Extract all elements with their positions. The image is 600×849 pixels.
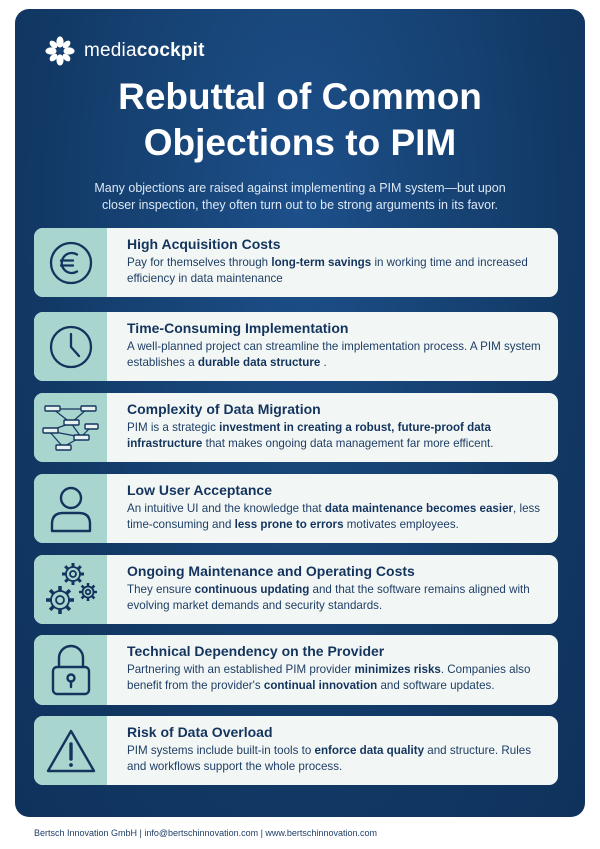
body-text: An intuitive UI and the knowledge that — [127, 502, 325, 515]
card-body — [127, 582, 544, 613]
euro-icon — [47, 239, 95, 287]
emphasis-text: durable data structure — [197, 355, 321, 369]
body-text: PIM is a strategic — [127, 421, 220, 434]
emphasis-text: enforce data quality — [314, 744, 425, 757]
body-text: that makes ongoing data management far more efficent. — [202, 436, 494, 450]
card-heading: Low User Acceptance — [127, 482, 272, 498]
card-heading: High Acquisition Costs — [127, 236, 281, 252]
padlock-icon — [49, 643, 93, 697]
title-line-1: Rebuttal of Common — [118, 76, 482, 117]
data-network-icon — [41, 401, 101, 455]
page-title — [0, 74, 600, 166]
objection-card-acquisition-costs — [34, 228, 558, 297]
body-text: Partnering with an established PIM provider — [127, 663, 355, 676]
brand — [44, 35, 205, 67]
body-text: . Companies also benefit from the provider's — [127, 663, 531, 692]
body-text: PIM systems include built-in tools to — [127, 744, 315, 757]
card-body — [127, 339, 544, 370]
intro-text: Many objections are raised against implementing a PIM system—but upon closer inspection, they often turn out to be strong arguments in its favor. — [94, 181, 506, 212]
card-heading: Time-Consuming Implementation — [127, 320, 349, 336]
emphasis-text: less prone to errors — [234, 517, 344, 531]
emphasis-text: continuous updating — [194, 583, 310, 596]
title-line-2: Objections to PIM — [143, 122, 457, 163]
body-text: , less time-consuming and — [127, 502, 541, 531]
emphasis-text: data maintenance becomes easier — [324, 502, 514, 515]
emphasis-text: continual innovation — [263, 678, 378, 692]
body-text: motivates employees. — [343, 517, 459, 531]
user-icon — [47, 484, 95, 534]
card-body — [127, 501, 544, 532]
objection-card-implementation — [34, 312, 558, 381]
emphasis-text: investment in creating a robust, future-proof data infrastructure — [127, 421, 491, 450]
card-heading: Ongoing Maintenance and Operating Costs — [127, 563, 415, 579]
objection-card-user-acceptance — [34, 474, 558, 543]
body-text: and structure. Rules and workflows support the whole process. — [127, 744, 532, 773]
clock-icon — [47, 323, 95, 371]
card-body — [127, 743, 544, 774]
body-text: and that the software remains aligned with evolving market demands and security standards. — [127, 583, 530, 612]
body-text: A well-planned project can streamline the implementation process. A PIM system establishes a — [127, 340, 541, 369]
objection-card-data-migration — [34, 393, 558, 462]
objection-card-data-overload — [34, 716, 558, 785]
card-body — [127, 255, 544, 286]
body-text: in working time and increased efficiency in data maintenance — [127, 256, 528, 285]
warning-icon — [45, 728, 97, 774]
brand-name: mediacockpit — [84, 40, 205, 61]
body-text: and software updates. — [377, 678, 495, 692]
gears-icon — [41, 560, 101, 620]
card-heading: Technical Dependency on the Provider — [127, 643, 385, 659]
objection-card-maintenance-costs — [34, 555, 558, 624]
body-text: . — [320, 355, 327, 369]
card-body — [127, 420, 544, 451]
card-body — [127, 662, 544, 693]
body-text: Pay for themselves through — [127, 256, 272, 269]
card-heading: Complexity of Data Migration — [127, 401, 321, 417]
emphasis-text: long-term savings — [271, 256, 372, 269]
emphasis-text: minimizes risks — [354, 663, 441, 676]
body-text: They ensure — [127, 583, 195, 596]
objection-card-provider-dependency — [34, 635, 558, 705]
flower-logo-icon — [44, 35, 76, 67]
footer-contact: Bertsch Innovation GmbH | info@bertschinnovation.com | www.bertschinnovation.com — [34, 828, 377, 838]
card-heading: Risk of Data Overload — [127, 724, 273, 740]
